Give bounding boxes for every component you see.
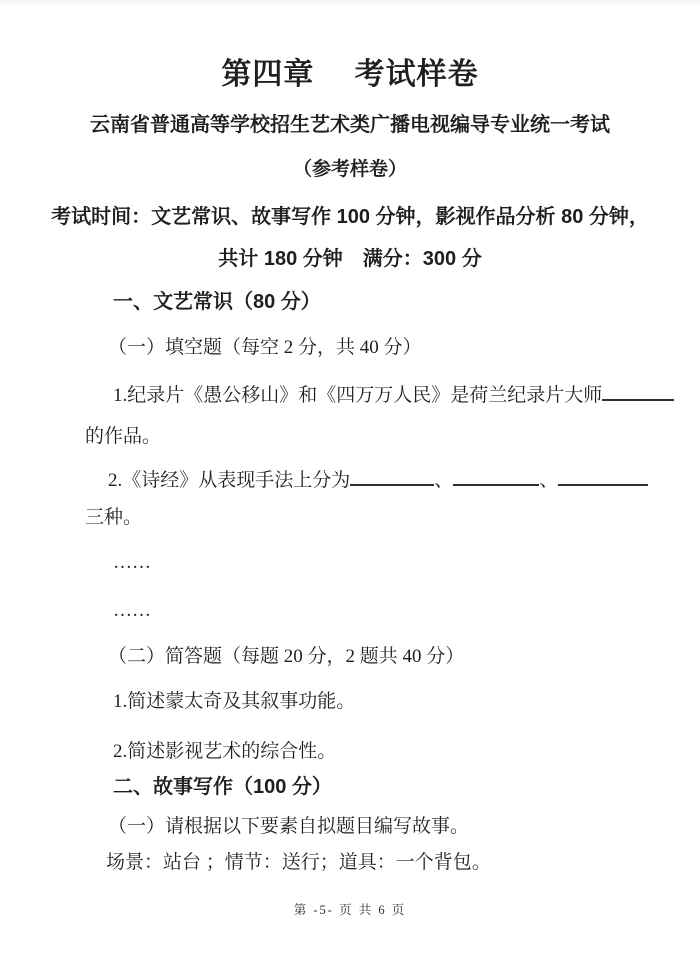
fill-blank-question1-text: 1.纪录片《愚公移山》和《四万万人民》是荷兰纪录片大师: [113, 385, 603, 406]
answer-blank: [558, 469, 648, 486]
exam-time-info-line2: 共计 180 分钟 满分：300 分: [218, 248, 482, 270]
page-top-edge: [0, 0, 700, 5]
short-answer-question2: 2.简述影视艺术的综合性。: [113, 741, 337, 762]
section1-heading: 一、文艺常识（80 分）: [113, 291, 321, 313]
fill-blank-part-heading: （一）填空题（每空 2 分，共 40 分）: [108, 337, 422, 358]
exam-time-info-line1: 考试时间：文艺常识、故事写作 100 分钟，影视作品分析 80 分钟，: [51, 206, 649, 228]
answer-blank: [602, 384, 674, 401]
fill-blank-question1: [113, 384, 674, 409]
answer-blank: [350, 469, 434, 486]
fill-blank-question2-text: 2.《诗经》从表现手法上分为: [108, 470, 351, 491]
blank-separator: 、: [539, 470, 559, 491]
answer-blank: [453, 469, 539, 486]
short-answer-part-heading: （二）简答题（每题 20 分，2 题共 40 分）: [108, 646, 465, 667]
blank-separator: 、: [434, 470, 454, 491]
chapter-title: 第四章 考试样卷: [221, 58, 479, 91]
page-number-footer: 第 -5- 页 共 6 页: [293, 903, 407, 917]
story-elements: 场景：站台 ；情节：送行；道具：一个背包。: [106, 852, 491, 873]
exam-title: 云南省普通高等学校招生艺术类广播电视编导专业统一考试: [90, 114, 610, 136]
ellipsis-line: ……: [113, 600, 151, 621]
fill-blank-question2-continuation: 三种。: [85, 507, 143, 528]
fill-blank-question1-continuation: 的作品。: [85, 426, 162, 447]
short-answer-question1: 1.简述蒙太奇及其叙事功能。: [113, 691, 356, 712]
fill-blank-question2: [108, 469, 648, 494]
story-writing-prompt: （一）请根据以下要素自拟题目编写故事。: [108, 816, 470, 837]
sample-paper-label: （参考样卷）: [292, 159, 407, 180]
ellipsis-line: ……: [113, 552, 151, 573]
section2-heading: 二、故事写作（100 分）: [113, 776, 332, 798]
